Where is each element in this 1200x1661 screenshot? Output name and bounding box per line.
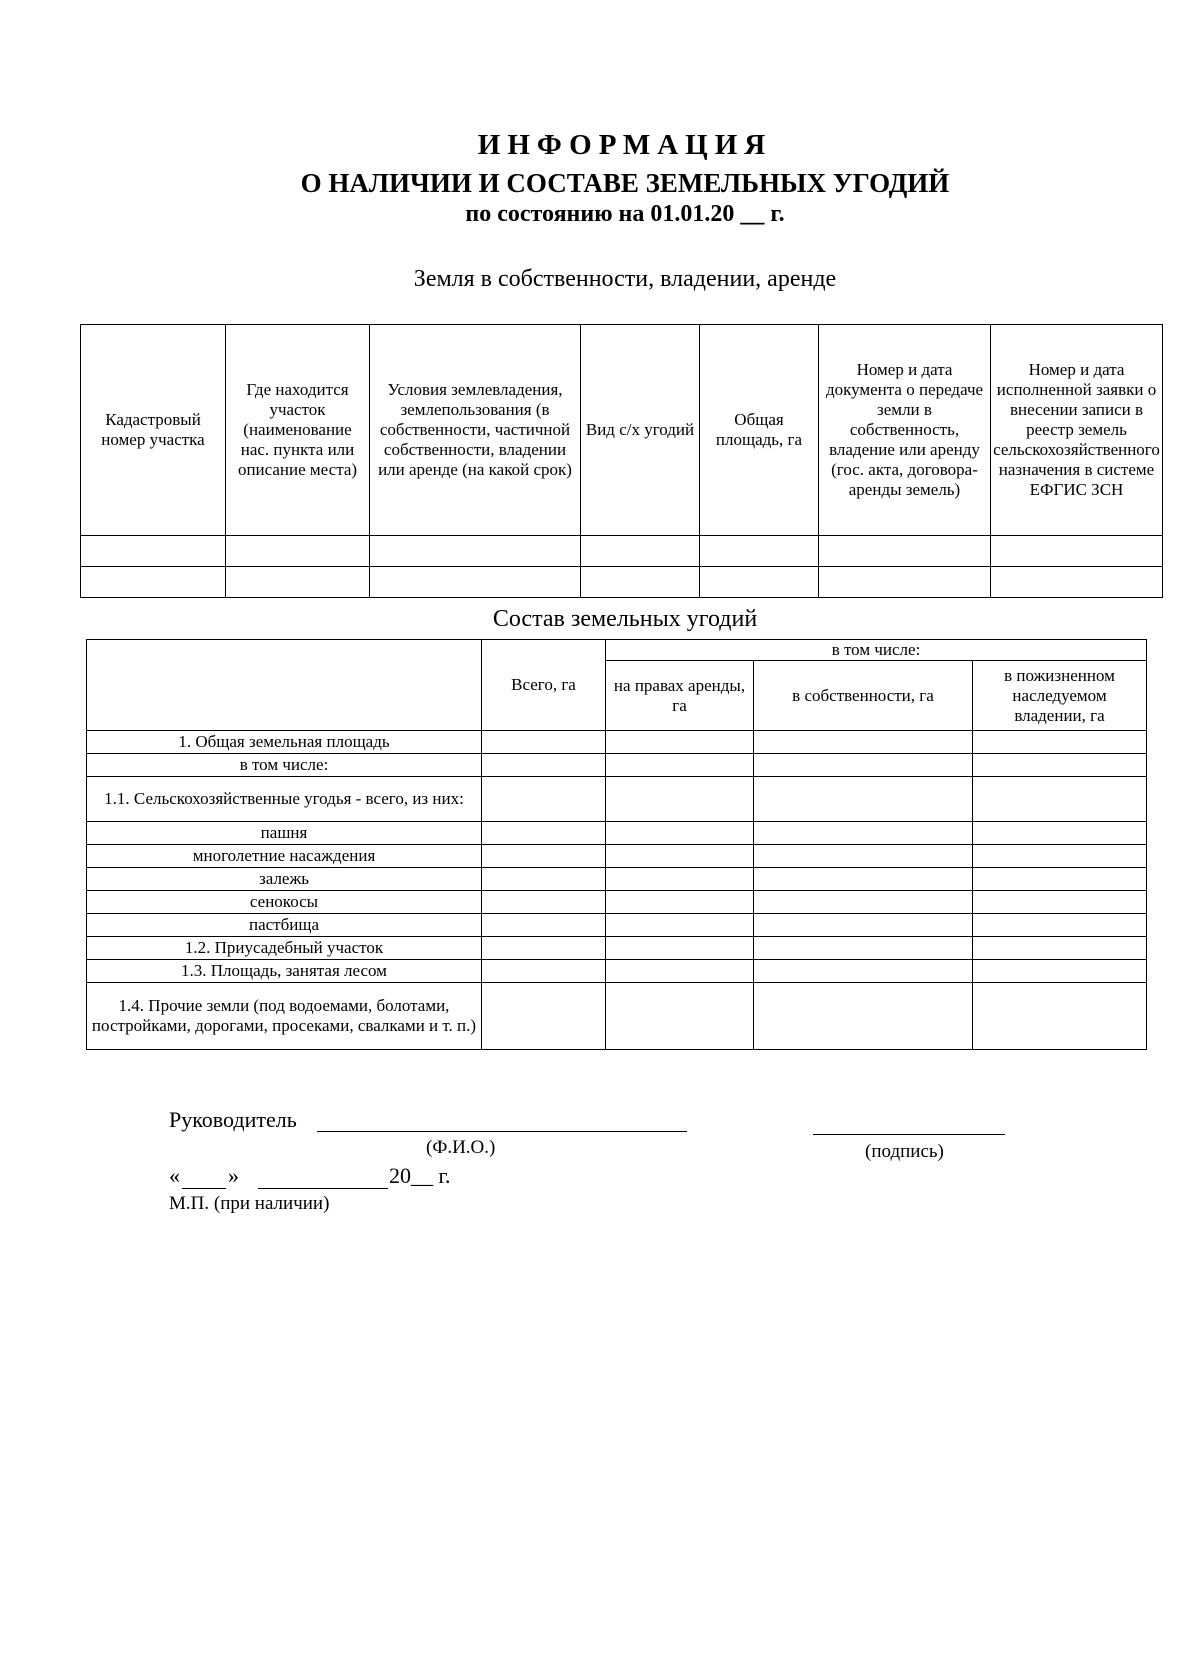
col-area: Общая площадь, га	[700, 325, 819, 536]
table-cell[interactable]	[482, 960, 606, 983]
land-ownership-table	[80, 324, 1163, 598]
row-label: 1.3. Площадь, занятая лесом	[87, 960, 482, 983]
table-cell[interactable]	[754, 777, 973, 822]
table-cell[interactable]	[606, 754, 754, 777]
col-life: в пожизненном наследуемом владении, га	[973, 661, 1147, 731]
col-category	[87, 640, 482, 731]
col-location: Где находится участок (наименование нас. пункта или описание места)	[226, 325, 370, 536]
document-title: ИНФОРМАЦИЯ	[477, 129, 773, 161]
date-close-quote: »	[228, 1163, 239, 1188]
table-cell[interactable]	[482, 983, 606, 1050]
table-cell[interactable]	[973, 731, 1147, 754]
table-cell[interactable]	[606, 777, 754, 822]
signature-line[interactable]	[813, 1134, 1005, 1135]
table-cell[interactable]	[482, 891, 606, 914]
table-cell[interactable]	[606, 914, 754, 937]
table-cell[interactable]	[482, 845, 606, 868]
date-open-quote: «	[169, 1163, 180, 1188]
section1-title: Земля в собственности, владении, аренде	[413, 266, 837, 292]
row-label: 1.1. Сельскохозяйственные угодья - всего, из них:	[87, 777, 482, 822]
table-cell[interactable]	[81, 567, 226, 598]
table-cell[interactable]	[482, 937, 606, 960]
table-cell[interactable]	[973, 960, 1147, 983]
land-composition-table	[86, 639, 1147, 1050]
table-row	[87, 731, 1147, 754]
table-row	[87, 777, 1147, 822]
col-cadastral: Кадастровый номер участка	[81, 325, 226, 536]
table-cell[interactable]	[482, 822, 606, 845]
table-cell[interactable]	[606, 983, 754, 1050]
table-cell[interactable]	[973, 914, 1147, 937]
table-cell[interactable]	[973, 983, 1147, 1050]
table-row	[87, 914, 1147, 937]
table-cell[interactable]	[754, 983, 973, 1050]
table-row	[87, 868, 1147, 891]
table-cell[interactable]	[700, 536, 819, 567]
table-cell[interactable]	[482, 777, 606, 822]
table-cell[interactable]	[606, 868, 754, 891]
table-cell[interactable]	[226, 567, 370, 598]
table-cell[interactable]	[819, 567, 991, 598]
table-cell[interactable]	[370, 536, 581, 567]
table-cell[interactable]	[754, 914, 973, 937]
table-cell[interactable]	[606, 937, 754, 960]
table-cell[interactable]	[973, 868, 1147, 891]
document-header	[0, 128, 1200, 228]
col-conditions: Условия землевладения, землепользования (в собственности, частичной собственности, владении или аренде (на какой срок)	[370, 325, 581, 536]
table-row	[87, 983, 1147, 1050]
month-line[interactable]	[258, 1188, 388, 1189]
table-cell[interactable]	[973, 845, 1147, 868]
table-row	[87, 822, 1147, 845]
table-row	[87, 937, 1147, 960]
table-cell[interactable]	[606, 891, 754, 914]
table-cell[interactable]	[581, 567, 700, 598]
row-label: сенокосы	[87, 891, 482, 914]
table-row	[87, 845, 1147, 868]
table-cell[interactable]	[754, 937, 973, 960]
table-cell[interactable]	[754, 845, 973, 868]
table-cell[interactable]	[581, 536, 700, 567]
table-cell[interactable]	[81, 536, 226, 567]
col-registry: Номер и дата исполненной заявки о внесении записи в реестр земель сельскохозяйственного назначения в системе ЕФГИС ЗСН	[991, 325, 1163, 536]
table-cell[interactable]	[606, 731, 754, 754]
table-cell[interactable]	[973, 754, 1147, 777]
table-cell[interactable]	[482, 914, 606, 937]
row-label: 1.2. Приусадебный участок	[87, 937, 482, 960]
table-cell[interactable]	[482, 731, 606, 754]
year-label: 20__ г.	[389, 1163, 451, 1188]
table-cell[interactable]	[754, 754, 973, 777]
table-cell[interactable]	[754, 960, 973, 983]
table-cell[interactable]	[973, 937, 1147, 960]
table-row	[87, 960, 1147, 983]
col-total: Всего, га	[482, 640, 606, 731]
row-label: 1. Общая земельная площадь	[87, 731, 482, 754]
document-subtitle: О НАЛИЧИИ И СОСТАВЕ ЗЕМЕЛЬНЫХ УГОДИЙ	[300, 168, 950, 198]
date-line: по состоянию на 01.01.20 __ г.	[465, 201, 785, 227]
table-cell[interactable]	[226, 536, 370, 567]
table-row	[81, 536, 1163, 567]
table-cell[interactable]	[754, 868, 973, 891]
table-cell[interactable]	[606, 845, 754, 868]
stamp-label: М.П. (при наличии)	[169, 1193, 330, 1214]
table-row	[81, 567, 1163, 598]
table-cell[interactable]	[973, 822, 1147, 845]
table-cell[interactable]	[700, 567, 819, 598]
row-label: 1.4. Прочие земли (под водоемами, болотами, постройками, дорогами, просеками, свалками и т. п.)	[87, 983, 482, 1050]
row-label: пастбища	[87, 914, 482, 937]
table-cell[interactable]	[819, 536, 991, 567]
table-cell[interactable]	[606, 822, 754, 845]
signature-caption: (подпись)	[865, 1141, 944, 1162]
col-document: Номер и дата документа о передаче земли в собственность, владение или аренду (гос. акта, договора-аренды земель)	[819, 325, 991, 536]
table-row	[87, 891, 1147, 914]
name-line[interactable]	[317, 1131, 687, 1132]
table-row	[87, 754, 1147, 777]
table-cell[interactable]	[370, 567, 581, 598]
table-cell[interactable]	[973, 777, 1147, 822]
col-land-type: Вид с/х угодий	[581, 325, 700, 536]
col-lease: на правах аренды, га	[606, 661, 754, 731]
col-group: в том числе:	[606, 640, 1147, 661]
row-label: в том числе:	[87, 754, 482, 777]
table-cell[interactable]	[754, 731, 973, 754]
row-label: многолетние насаждения	[87, 845, 482, 868]
table-cell[interactable]	[991, 536, 1163, 567]
table-cell[interactable]	[754, 822, 973, 845]
day-line[interactable]	[182, 1188, 226, 1189]
section2-title: Состав земельных угодий	[492, 606, 758, 632]
table-cell[interactable]	[754, 891, 973, 914]
fio-caption: (Ф.И.О.)	[426, 1137, 496, 1158]
row-label: пашня	[87, 822, 482, 845]
table-cell[interactable]	[482, 868, 606, 891]
table-cell[interactable]	[991, 567, 1163, 598]
table-cell[interactable]	[482, 754, 606, 777]
head-label: Руководитель	[169, 1107, 297, 1132]
col-own: в собственности, га	[754, 661, 973, 731]
row-label: залежь	[87, 868, 482, 891]
table-cell[interactable]	[973, 891, 1147, 914]
table-cell[interactable]	[606, 960, 754, 983]
